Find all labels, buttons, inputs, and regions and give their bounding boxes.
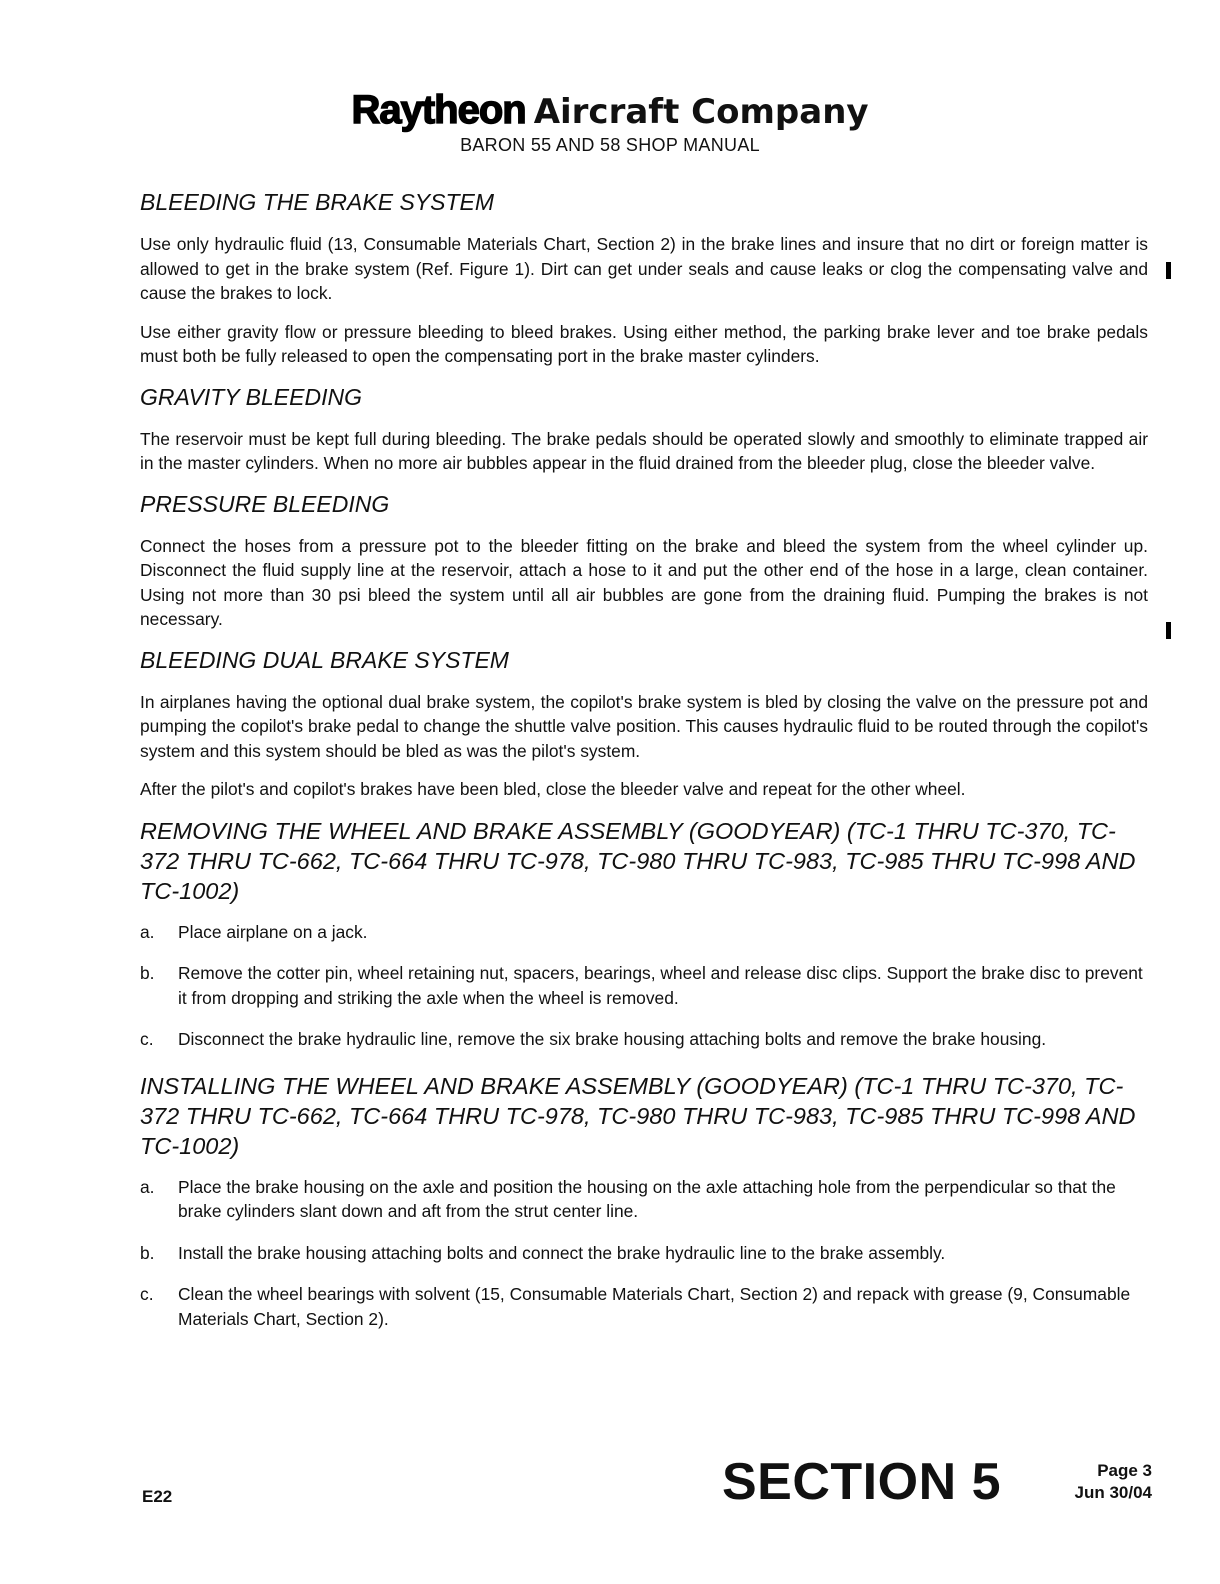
heading-pressure-bleeding: PRESSURE BLEEDING [140,490,390,517]
list-marker: c. [140,1029,154,1049]
change-bar [1166,262,1171,279]
list-marker: b. [140,963,155,983]
revision-date: Jun 30/04 [1074,1483,1152,1502]
heading-removing-wheel-brake: REMOVING THE WHEEL AND BRAKE ASSEMBLY (GOODYEAR) (TC-1 THRU TC-370, TC-372 THRU TC-662, TC-664 THRU TC-978, TC-980 THRU TC-983, TC-985 THRU TC-998 AND TC-1002) [140,817,1136,904]
list-item-text: Clean the wheel bearings with solvent (15, Consumable Materials Chart, Section 2) and repack with grease (9, Consumable Materials Chart, Section 2). [178,1284,1131,1329]
list-item [140,1175,1148,1224]
list-item-text: Remove the cotter pin, wheel retaining nut, spacers, bearings, wheel and release disc clips. Support the brake disc to prevent it from dropping and striking the axle when the wheel is removed. [178,963,1143,1008]
paragraph: Connect the hoses from a pressure pot to the bleeder fitting on the brake and bleed the system from the wheel cylinder up. Disconnect the fluid supply line at the reservoir, attach a hose to it and put the other end of the hose in a large, clean container. Using not more than 30 psi bleed the system until all air bubbles are gone from the draining fluid. Pumping the brakes is not necessary. [140,535,1148,629]
list-item [140,961,1148,1010]
page-number: Page 3 [1097,1461,1152,1480]
footer-section-title: SECTION 5 [722,1453,1001,1511]
paragraph: In airplanes having the optional dual brake system, the copilot's brake system is bled by closing the valve on the pressure pot and pumping the copilot's brake pedal to change the shuttle valve position. This causes hydraulic fluid to be routed through the copilot's system and this system should be bled as was the pilot's system. [140,691,1148,761]
heading-installing-wheel-brake: INSTALLING THE WHEEL AND BRAKE ASSEMBLY (GOODYEAR) (TC-1 THRU TC-370, TC-372 THRU TC-662, TC-664 THRU TC-978, TC-980 THRU TC-983, TC-985 THRU TC-998 AND TC-1002) [140,1072,1136,1159]
footer-page-info [1052,1460,1152,1504]
paragraph: The reservoir must be kept full during bleeding. The brake pedals should be operated slowly and smoothly to eliminate trapped air in the master cylinders. When no more air bubbles appear in the fluid drained from the bleeder plug, close the bleeder valve. [140,428,1148,473]
paragraph: Use either gravity flow or pressure bleeding to bleed brakes. Using either method, the parking brake lever and toe brake pedals must both be fully released to open the compensating port in the brake master cylinders. [140,321,1148,366]
footer-doc-code: E22 [142,1487,173,1506]
heading-gravity-bleeding: GRAVITY BLEEDING [140,383,362,410]
list-marker: a. [140,921,155,942]
list-item-text: Place airplane on a jack. [178,921,368,942]
change-bar [1166,622,1171,639]
list-marker: b. [140,1242,155,1263]
page-content [140,188,1148,1348]
manual-title: BARON 55 AND 58 SHOP MANUAL [460,135,760,155]
list-item [140,1241,1148,1266]
paragraph: Use only hydraulic fluid (13, Consumable Materials Chart, Section 2) in the brake lines and insure that no dirt or foreign matter is allowed to get in the brake system (Ref. Figure 1). Dirt can get under seals and cause leaks or clog the compensating valve and cause the brakes to lock. [140,234,1148,303]
list-item [140,920,1148,945]
heading-dual-brake-system: BLEEDING DUAL BRAKE SYSTEM [140,646,509,673]
page-header [0,88,1220,133]
list-marker: a. [140,1176,155,1197]
list-item-text: Disconnect the brake hydraulic line, remove the six brake housing attaching bolts and remove the brake housing. [178,1029,1047,1049]
list-item-text: Place the brake housing on the axle and position the housing on the axle attaching hole from the perpendicular so that the brake cylinders slant down and aft from the strut center line. [178,1176,1116,1221]
company-name: Aircraft Company [533,92,869,132]
heading-bleeding-brake-system: BLEEDING THE BRAKE SYSTEM [140,189,495,215]
list-item-text: Install the brake housing attaching bolts and connect the brake hydraulic line to the brake assembly. [178,1242,946,1263]
list-item [140,1027,1148,1052]
paragraph: After the pilot's and copilot's brakes have been bled, close the bleeder valve and repeat for the other wheel. [140,779,966,799]
list-item [140,1282,1148,1331]
raytheon-logo: Raytheon [351,88,526,132]
installing-steps-list [140,1175,1148,1332]
removing-steps-list [140,920,1148,1052]
list-marker: c. [140,1284,154,1304]
